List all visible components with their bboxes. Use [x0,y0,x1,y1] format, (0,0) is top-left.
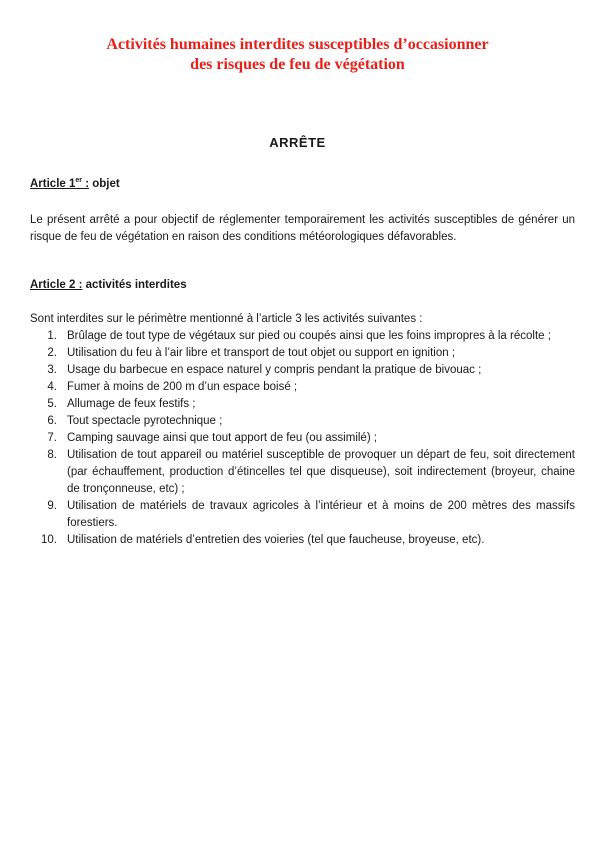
article-1-label-text: Article 1 [30,178,76,190]
article-1-label-superscript: er [75,177,83,185]
list-item-number: 4. [47,381,57,393]
list-item-number: 7. [47,432,57,444]
list-item-text: Utilisation du feu à l’air libre et transport de tout objet ou support en ignition ; [67,347,456,359]
list-item-text: Usage du barbecue en espace naturel y compris pendant la pratique de bivouac ; [67,364,482,376]
article-2-intro: Sont interdites sur le périmètre mentionné à l’article 3 les activités suivantes : [30,313,423,325]
list-item-text: Allumage de feux festifs ; [67,398,196,410]
list-item-text: Utilisation de matériels d’entretien des voieries (tel que faucheuse, broyeuse, etc). [67,534,485,546]
prohibited-activities-list [30,328,575,549]
document-title [0,35,595,75]
list-item-text: Utilisation de matériels de travaux agricoles à l’intérieur et à moins de 200 mètres des massifs forestiers. [67,500,575,529]
article-2-heading [30,279,187,291]
list-item-text: Utilisation de tout appareil ou matériel susceptible de provoquer un départ de feu, soit directement (par échauffement, production d’étincelles tel que disqueuse), soit indirectement (broyeur, chaine de tronçonneuse, etc) ; [67,449,575,495]
list-item [30,447,575,498]
list-item-number: 9. [47,500,57,512]
article-2-subject: activités interdites [82,279,187,291]
list-item [30,379,575,396]
document-title-line-1: Activités humaines interdites susceptibles d’occasionner [106,36,489,53]
list-item-number: 6. [47,415,57,427]
article-1-subject: objet [89,178,120,190]
article-1-body: Le présent arrêté a pour objectif de réglementer temporairement les activités susceptibles de générer un risque de feu de végétation en raison des conditions météorologiques défavorables. [30,214,575,243]
article-1-heading [30,178,120,190]
list-item-number: 8. [47,449,57,461]
list-item [30,430,575,447]
list-item-text: Brûlage de tout type de végétaux sur pied ou coupés ainsi que les foins impropres à la récolte ; [67,330,551,342]
list-item [30,396,575,413]
list-item-text: Camping sauvage ainsi que tout apport de feu (ou assimilé) ; [67,432,378,444]
list-item [30,362,575,379]
list-item-number: 2. [47,347,57,359]
list-item [30,328,575,345]
list-item [30,345,575,362]
list-item-text: Fumer à moins de 200 m d’un espace boisé ; [67,381,298,393]
list-item [30,532,575,549]
list-item-number: 3. [47,364,57,376]
list-item [30,413,575,430]
list-item-text: Tout spectacle pyrotechnique ; [67,415,223,427]
list-item-number: 1. [47,330,57,342]
list-item-number: 5. [47,398,57,410]
document-title-line-2: des risques de feu de végétation [190,56,405,73]
article-1-label-colon: : [82,178,90,190]
list-item [30,498,575,532]
list-item-number: 10. [41,534,57,546]
arrete-heading: ARRÊTE [269,135,326,150]
article-1-label [30,178,89,190]
article-2-label: Article 2 : [30,279,83,291]
